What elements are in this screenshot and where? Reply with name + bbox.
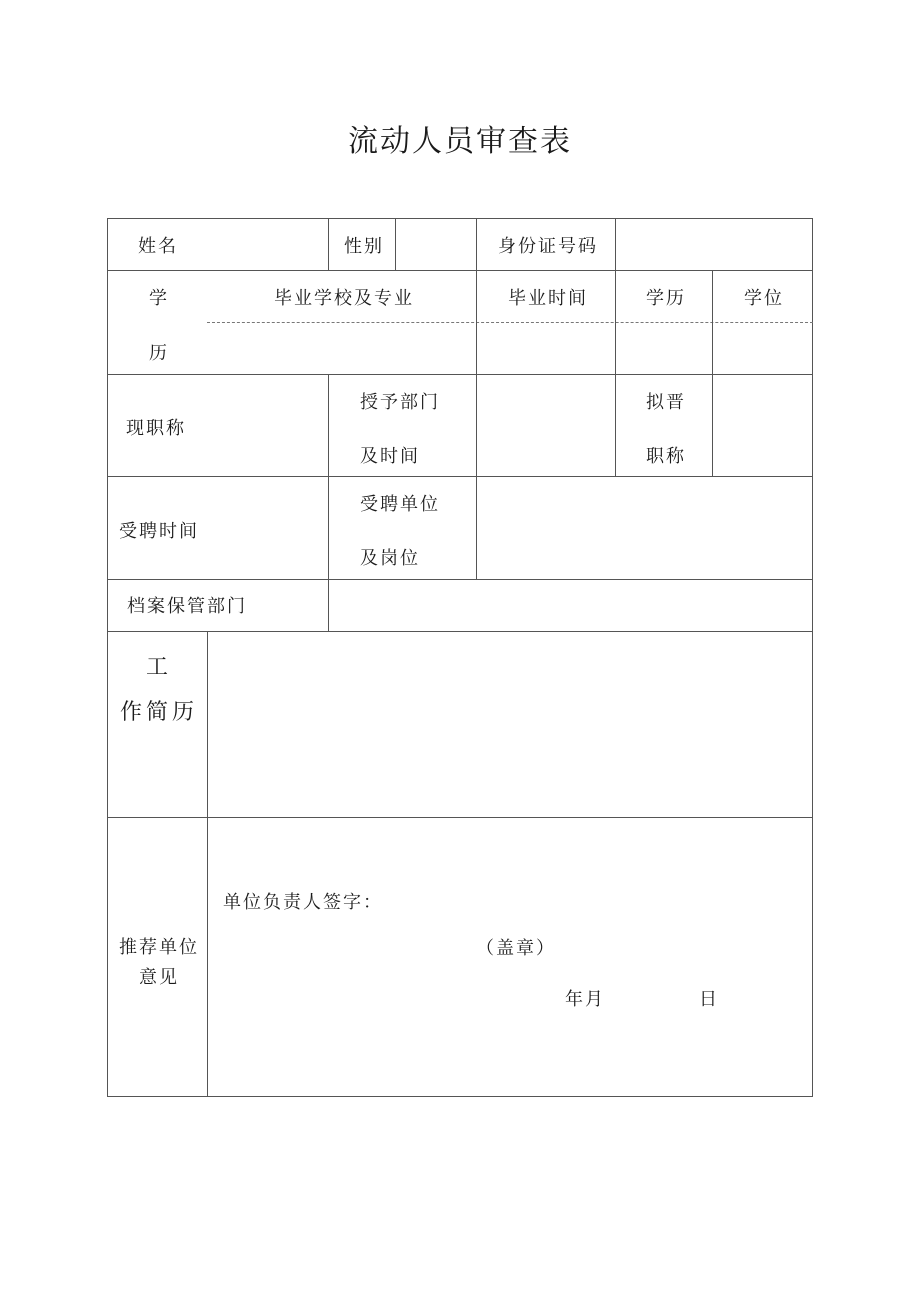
row-divider [107, 476, 813, 477]
col-divider [615, 374, 616, 476]
employ-unit-label-bottom: 及岗位 [360, 548, 420, 569]
education-label-bottom: 历 [149, 343, 169, 364]
work-history-label-bottom: 作简历 [120, 700, 199, 725]
school-major-label: 毕业学校及专业 [274, 288, 414, 309]
col-divider [328, 476, 329, 579]
col-divider [395, 218, 396, 270]
col-divider [207, 631, 208, 1096]
col-divider [712, 270, 713, 374]
education-level-label: 学历 [646, 288, 686, 309]
grant-dept-label-top: 授予部门 [360, 392, 440, 413]
row-divider [107, 374, 813, 375]
date-year-month-label: 年月 [565, 989, 605, 1010]
id-number-label: 身份证号码 [498, 236, 598, 257]
grant-dept-label-bottom: 及时间 [360, 446, 420, 467]
col-divider [476, 374, 477, 476]
row-divider [107, 631, 813, 632]
row-divider [107, 270, 813, 271]
col-divider [476, 218, 477, 270]
col-divider [615, 270, 616, 374]
page-title: 流动人员审查表 [348, 124, 572, 159]
table-border-top [107, 218, 813, 219]
archive-dept-label: 档案保管部门 [127, 596, 247, 617]
current-title-label: 现职称 [126, 418, 186, 439]
table-border-left [107, 218, 108, 1096]
table-border-bottom [107, 1096, 813, 1097]
degree-label: 学位 [744, 288, 784, 309]
date-day-label: 日 [699, 989, 719, 1010]
employ-time-label: 受聘时间 [119, 521, 199, 542]
table-border-right [812, 218, 813, 1096]
signature-label: 单位负责人签字： [223, 892, 383, 913]
row-divider [107, 579, 813, 580]
col-divider [615, 218, 616, 270]
graduation-time-label: 毕业时间 [508, 288, 588, 309]
col-divider [476, 270, 477, 374]
col-divider [328, 579, 329, 631]
gender-label: 性别 [344, 236, 384, 257]
col-divider [328, 374, 329, 476]
proposed-title-label-top: 拟晋 [646, 392, 686, 413]
education-label-top: 学 [149, 288, 169, 309]
proposed-title-label-bottom: 职称 [646, 446, 686, 467]
seal-label: （盖章） [476, 938, 556, 959]
col-divider [712, 374, 713, 476]
row-divider [107, 817, 813, 818]
col-divider [328, 218, 329, 270]
col-divider [476, 476, 477, 579]
work-history-label-top: 工 [146, 655, 173, 680]
employ-unit-label-top: 受聘单位 [360, 494, 440, 515]
name-label: 姓名 [138, 236, 178, 257]
recommend-label-bottom: 意见 [139, 967, 179, 988]
recommend-label-top: 推荐单位 [119, 937, 199, 958]
row-divider-dashed [207, 322, 813, 323]
